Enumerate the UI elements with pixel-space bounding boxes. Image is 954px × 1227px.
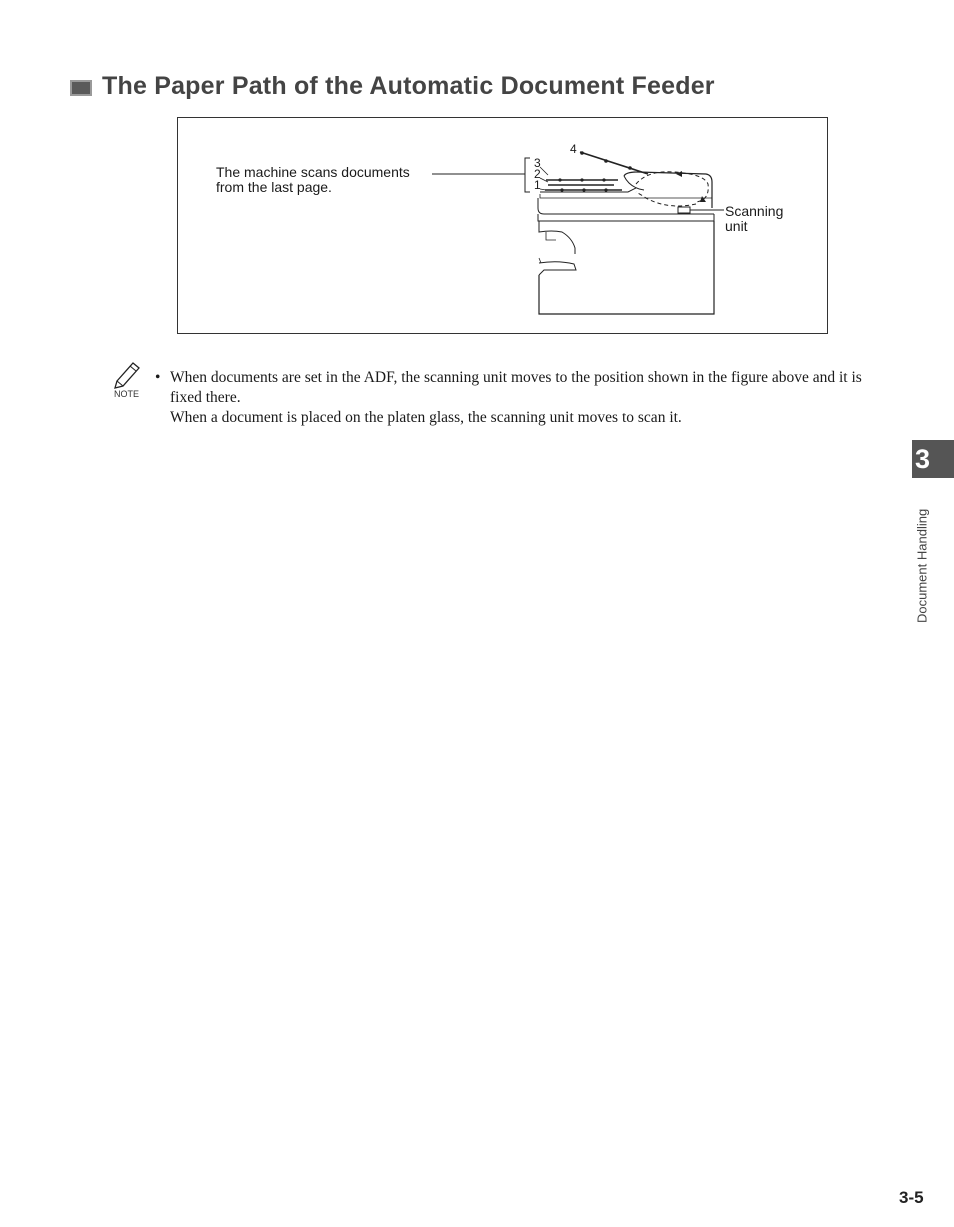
page-number: 3-5 [899, 1188, 924, 1207]
adf-paper-path-figure [177, 117, 828, 334]
pages-bracket [525, 158, 530, 192]
scanning-unit-label-line2: unit [725, 218, 748, 234]
scanning-unit-label-line1: Scanning [725, 203, 784, 219]
chapter-number: 3 [915, 443, 931, 474]
paper-path-lower [636, 192, 696, 206]
document-page-4 [580, 152, 648, 174]
title-square-icon [70, 80, 92, 96]
section-title [70, 72, 715, 101]
note-bullet: • [155, 369, 161, 386]
page-label-2: 2 [534, 167, 541, 181]
page-title: The Paper Path of the Automatic Document Feeder [102, 72, 715, 100]
scanning-unit-label [725, 204, 783, 234]
machine-body [539, 221, 714, 314]
scan-order-caption-line1: The machine scans documents [216, 164, 410, 180]
note-line-2: When a document is placed on the platen glass, the scanning unit moves to scan it. [170, 409, 682, 426]
note-line-1: When documents are set in the ADF, the scanning unit moves to the position shown in the figure above and it is fixed there. [170, 369, 862, 406]
chapter-name: Document Handling [914, 508, 930, 623]
adf-cover [624, 172, 712, 208]
note-label: NOTE [114, 389, 140, 399]
scan-order-caption-line2: from the last page. [216, 179, 332, 195]
page-label-1: 1 [534, 178, 541, 192]
paper-path-upper [636, 172, 708, 202]
scan-order-caption [216, 165, 410, 195]
page-label-4: 4 [570, 142, 577, 156]
note-body [155, 368, 895, 428]
chapter-tab [912, 440, 954, 478]
scanning-unit [678, 207, 690, 213]
page-label-3: 3 [534, 156, 541, 170]
pencil-note-icon [111, 359, 143, 389]
